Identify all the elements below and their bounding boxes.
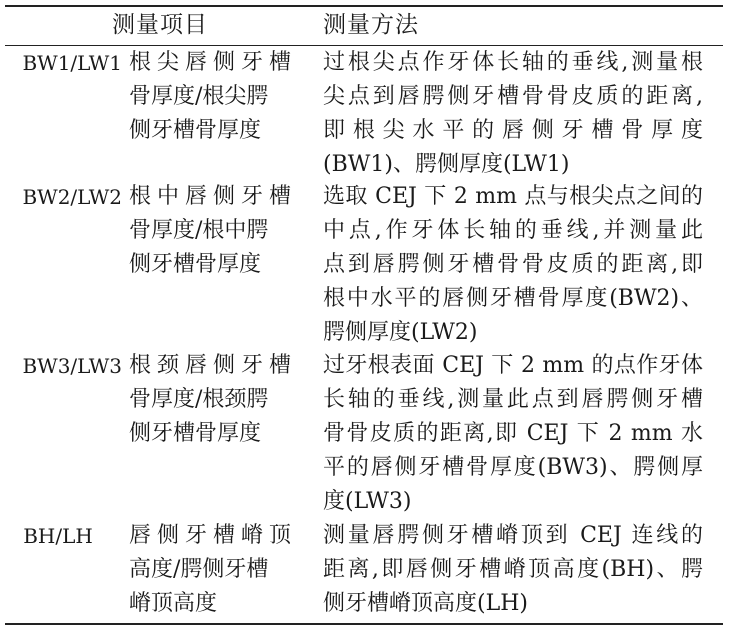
item-name-line: 根颈唇侧牙槽 [129, 353, 291, 378]
row-item-name [129, 46, 293, 148]
method-line: 过根尖点作牙体长轴的垂线,测量根 [323, 50, 703, 75]
method-line: 长轴的垂线,测量此点到唇腭侧牙槽 [323, 387, 703, 412]
item-name-line: 骨厚度/根颈腭 [129, 387, 269, 412]
row-code: BH/LH [23, 524, 93, 548]
method-line: 骨骨皮质的距离,即 CEJ 下 2 mm 水 [323, 421, 703, 446]
item-name-line: 高度/腭侧牙槽 [129, 557, 269, 582]
item-name-line: 侧牙槽骨厚度 [129, 252, 262, 277]
method-line: 即根尖水平的唇侧牙槽骨厚度 [323, 118, 703, 143]
row-item-name [129, 180, 293, 282]
item-name-line: 嵴顶高度 [129, 591, 218, 616]
method-line: 测量唇腭侧牙槽嵴顶到 CEJ 连线的 [323, 523, 703, 548]
item-name-line: 侧牙槽骨厚度 [129, 421, 262, 446]
method-line: 平的唇侧牙槽骨厚度(BW3)、腭侧厚 [323, 455, 703, 480]
item-name-line: 侧牙槽骨厚度 [129, 118, 262, 143]
method-line: 尖点到唇腭侧牙槽骨骨皮质的距离, [323, 84, 703, 109]
item-name-line: 骨厚度/根尖腭 [129, 84, 269, 109]
header-measurement-item: 测量项目 [112, 12, 208, 38]
item-name-line: 骨厚度/根中腭 [129, 218, 269, 243]
method-line: 度(LW3) [323, 489, 412, 514]
method-line: 腭侧厚度(LW2) [323, 320, 478, 345]
method-line: 侧牙槽嵴顶高度(LH) [323, 591, 528, 616]
method-line: 过牙根表面 CEJ 下 2 mm 的点作牙体 [323, 353, 703, 378]
table-bottom-rule [5, 623, 723, 625]
table-top-rule [5, 5, 723, 7]
method-line: (BW1)、腭侧厚度(LW1) [323, 152, 570, 177]
row-method-text [323, 519, 703, 621]
row-code: BW3/LW3 [22, 354, 122, 378]
item-name-line: 唇侧牙槽嵴顶 [129, 523, 291, 548]
method-line: 选取 CEJ 下 2 mm 点与根尖点之间的 [323, 184, 703, 209]
row-method-text [323, 46, 703, 182]
item-name-line: 根尖唇侧牙槽 [129, 50, 291, 75]
method-line: 距离,即唇侧牙槽嵴顶高度(BH)、腭 [323, 557, 703, 582]
row-item-name [129, 349, 293, 451]
row-item-name [129, 519, 293, 621]
row-method-text [323, 349, 703, 519]
method-line: 点到唇腭侧牙槽骨骨皮质的距离,即 [323, 252, 703, 277]
row-code: BW2/LW2 [22, 185, 122, 209]
header-measurement-method: 测量方法 [323, 12, 419, 38]
method-line: 根中水平的唇侧牙槽骨厚度(BW2)、 [323, 286, 703, 311]
row-code: BW1/LW1 [22, 51, 122, 75]
item-name-line: 根中唇侧牙槽 [129, 184, 291, 209]
row-method-text [323, 180, 703, 350]
method-line: 中点,作牙体长轴的垂线,并测量此 [323, 218, 703, 243]
